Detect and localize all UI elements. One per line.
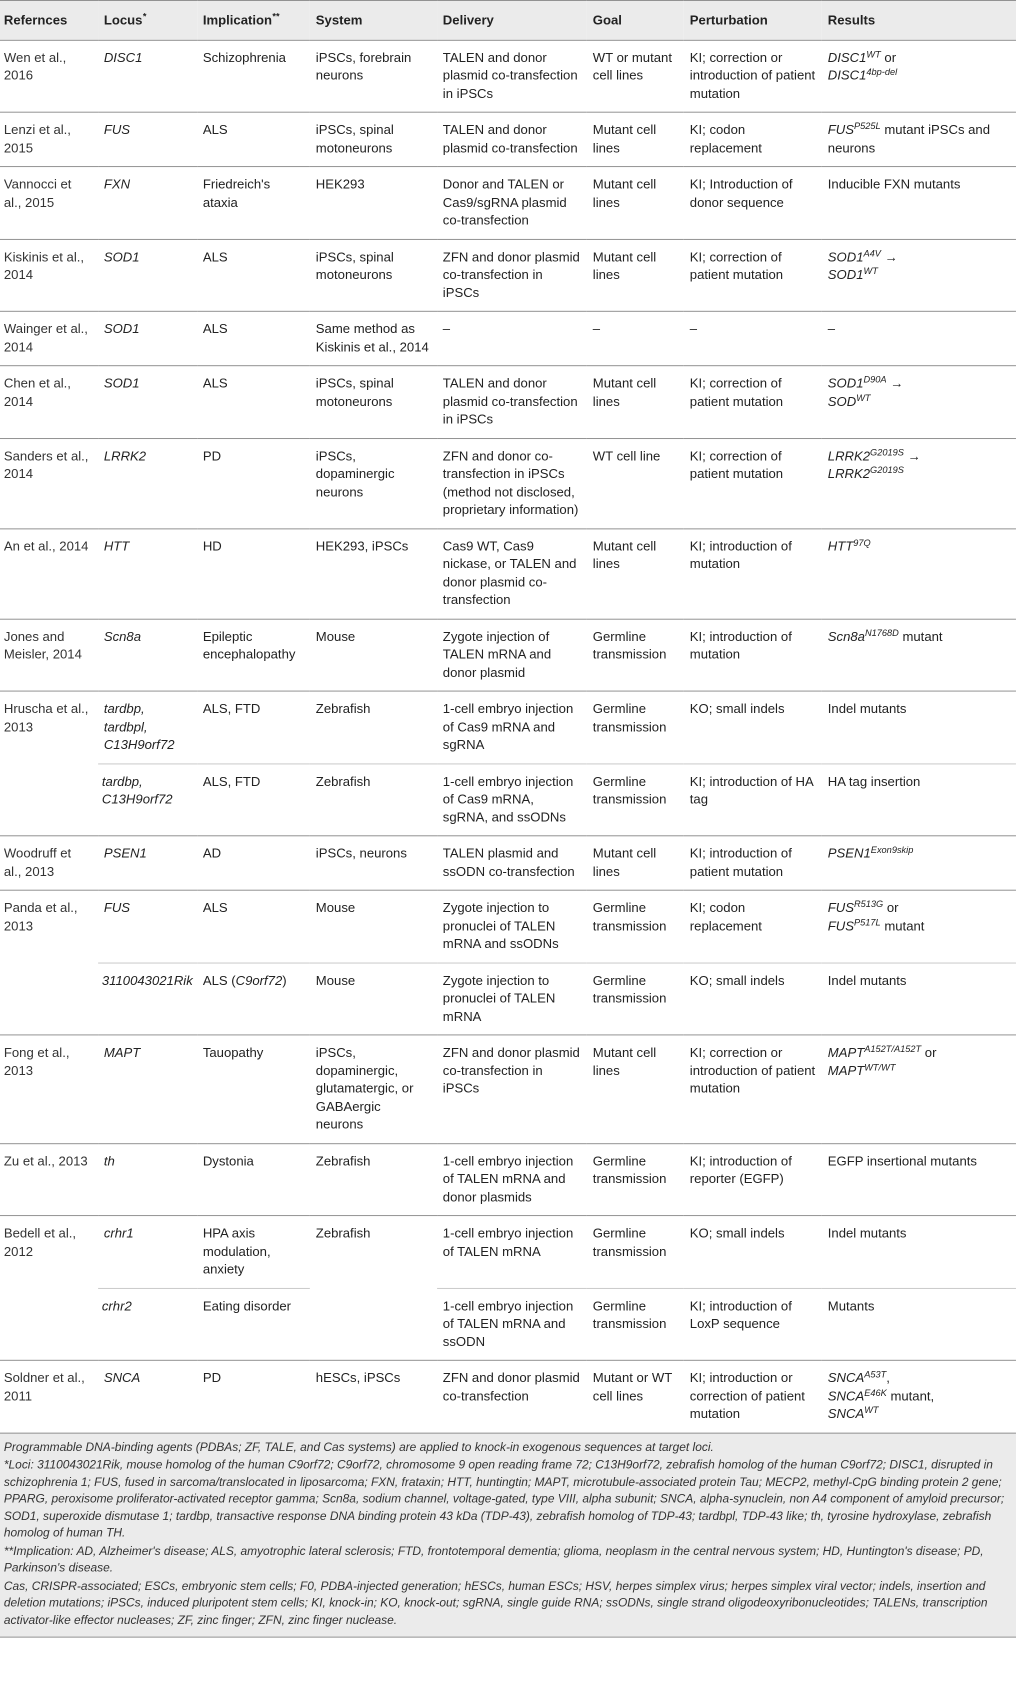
cell-delivery: Zygote injection to pronuclei of TALEN mRNA and ssODNs [437, 890, 587, 962]
table-footnotes [0, 1432, 1016, 1637]
cell-locus: th [98, 1143, 197, 1215]
cell-perturbation: KI; correction or introduction of patient mutation [684, 40, 822, 112]
cell-implication: HPA axis modulation, anxiety [197, 1216, 310, 1288]
cell-goal: Germline transmission [587, 1288, 684, 1360]
col-header-system: System [310, 0, 437, 39]
cell-delivery: TALEN and donor plasmid co-transfection [437, 112, 587, 166]
cell-system: Zebrafish [310, 763, 437, 835]
cell-perturbation: KI; correction of patient mutation [684, 366, 822, 438]
cell-delivery: 1-cell embryo injection of TALEN mRNA and ssODN [437, 1288, 587, 1360]
cell-delivery: ZFN and donor plasmid co-transfection [437, 1360, 587, 1432]
cell-reference: Fong et al., 2013 [0, 1035, 98, 1143]
arrow-icon: → [907, 448, 921, 463]
cell-goal: Mutant cell lines [587, 167, 684, 239]
result-text: mutant, [886, 1388, 935, 1404]
result-gene: FUS [827, 122, 854, 137]
cell-results [822, 366, 1016, 438]
cell-locus: LRRK2 [98, 438, 197, 528]
table-row [0, 836, 1016, 890]
cell-perturbation: KI; introduction of LoxP sequence [684, 1288, 822, 1360]
result-gene: SNCA [827, 1370, 865, 1386]
cell-perturbation: KI; correction of patient mutation [684, 438, 822, 528]
cell-delivery: – [437, 311, 587, 365]
cell-perturbation: KI; codon replacement [684, 112, 822, 166]
cell-goal: WT cell line [587, 438, 684, 528]
result-text: Inducible FXN mutants [827, 176, 961, 192]
cell-system: hESCs, iPSCs [310, 1360, 437, 1432]
cell-locus: SOD1 [98, 366, 197, 438]
cell-results [822, 963, 1016, 1035]
result-text: mutant [898, 628, 943, 644]
result-gene: DISC1 [827, 67, 867, 83]
table-row [0, 40, 1016, 112]
cell-delivery: ZFN and donor plasmid co-transfection in iPSCs [437, 1035, 587, 1143]
result-text: or [921, 1045, 937, 1060]
footnote-loci: *Loci: 3110043021Rik, mouse homolog of the human C9orf72; C9orf72, chromosome 9 open reading frame 72; C13H9orf72, zebrafish homolog of the human C9orf72; DISC1, disrupted in schizophrenia 1; FUS, fused in sarcoma/translocated in liposarcoma; FXN, frataxin; HTT, huntingtin; MAPT, microtubule-associated protein Tau; MECP2, methyl-CpG binding protein 2 gene; PPARG, peroxisome proliferator-activated receptor gamma; Scn8a, sodium channel, voltage-gated, type VIII, alpha subunit; SNCA, alpha-synuclein, non A4 component of amyloid precursor; SOD1, superoxide dismutase 1; tardbp, transactive response DNA binding protein 43 kDa (TDP-43), zebrafish homolog of TDP-43; tardbpl, TDP-43 like; th, tyrosine hydroxylase, zebrafish homolog of human TH. [3, 1457, 1005, 1540]
cell-implication: PD [197, 438, 310, 528]
result-allele: P517L [853, 917, 881, 929]
cell-reference: Jones and Meisler, 2014 [0, 619, 98, 691]
cell-goal: – [587, 311, 684, 365]
cell-goal: Mutant cell lines [587, 836, 684, 890]
table-row [0, 1035, 1016, 1143]
result-gene: MAPT [827, 1045, 865, 1060]
cell-results [822, 239, 1016, 311]
cell-results [822, 836, 1016, 890]
cell-perturbation: KI; introduction or correction of patient mutation [684, 1360, 822, 1432]
cell-results [822, 438, 1016, 528]
result-text: Indel mutants [827, 701, 907, 716]
cell-system: iPSCs, forebrain neurons [310, 40, 437, 112]
result-text: Indel mutants [827, 1225, 907, 1241]
table-row [0, 890, 1016, 962]
result-gene: SOD1 [827, 267, 864, 282]
table-row [0, 1360, 1016, 1432]
cell-results [822, 763, 1016, 835]
cell-system: Same method as Kiskinis et al., 2014 [310, 311, 437, 365]
cell-goal: Mutant cell lines [587, 528, 684, 618]
cell-results [822, 619, 1016, 691]
cell-delivery: Zygote injection to pronuclei of TALEN mRNA [437, 963, 587, 1035]
cell-goal: Germline transmission [587, 963, 684, 1035]
table-row [0, 1143, 1016, 1215]
cell-perturbation: KI; Introduction of donor sequence [684, 167, 822, 239]
result-allele: WT/WT [864, 1062, 896, 1073]
result-allele: N1768D [864, 627, 899, 639]
cell-goal: Mutant cell lines [587, 1035, 684, 1143]
table-row [0, 1288, 1016, 1360]
result-text: EGFP insertional mutants [827, 1153, 977, 1168]
result-allele: A4V [863, 248, 881, 259]
cell-results [822, 1035, 1016, 1143]
result-allele: G2019S [870, 447, 904, 458]
result-text: HA tag insertion [827, 773, 921, 789]
result-text: Indel mutants [827, 972, 907, 988]
cell-results [822, 691, 1016, 763]
result-allele: E46K [864, 1387, 887, 1399]
result-text: mutant [880, 918, 925, 933]
result-gene: FUS [827, 918, 854, 933]
cell-results [822, 311, 1016, 365]
cell-goal: Germline transmission [587, 1143, 684, 1215]
cell-system: Mouse [310, 963, 437, 1035]
table-row [0, 438, 1016, 528]
cell-reference: Woodruff et al., 2013 [0, 836, 98, 890]
cell-implication: PD [197, 1360, 310, 1432]
cell-implication: ALS, FTD [197, 763, 310, 835]
table-row [0, 528, 1016, 618]
cell-delivery: TALEN plasmid and ssODN co-transfection [437, 836, 587, 890]
cell-goal: Mutant cell lines [587, 239, 684, 311]
result-gene: LRRK2 [827, 448, 871, 463]
cell-implication: Friedreich's ataxia [197, 167, 310, 239]
cell-perturbation: KI; introduction of patient mutation [684, 836, 822, 890]
cell-delivery: TALEN and donor plasmid co-transfection in iPSCs [437, 366, 587, 438]
cell-locus: PSEN1 [98, 836, 197, 890]
cell-reference: Vannocci et al., 2015 [0, 167, 98, 239]
cell-implication: ALS (C9orf72) [197, 963, 310, 1035]
col-header-delivery: Delivery [437, 0, 587, 39]
cell-goal: Mutant cell lines [587, 366, 684, 438]
cell-results [822, 528, 1016, 618]
cell-results [822, 1288, 1016, 1360]
cell-delivery: 1-cell embryo injection of TALEN mRNA [437, 1216, 587, 1288]
cell-reference: Kiskinis et al., 2014 [0, 239, 98, 311]
result-allele: WT [866, 49, 881, 60]
cell-implication: ALS [197, 366, 310, 438]
cell-perturbation: KO; small indels [684, 963, 822, 1035]
cell-perturbation: KI; introduction of HA tag [684, 763, 822, 835]
cell-locus: HTT [98, 528, 197, 618]
header-row [0, 0, 1016, 39]
cell-delivery: TALEN and donor plasmid co-transfection in iPSCs [437, 40, 587, 112]
cell-results [822, 1143, 1016, 1215]
result-allele: R513G [853, 899, 884, 911]
cell-delivery: Zygote injection of TALEN mRNA and donor plasmid [437, 619, 587, 691]
cell-system: Mouse [310, 619, 437, 691]
result-allele: 97Q [853, 537, 871, 549]
cell-implication: Eating disorder [197, 1288, 310, 1360]
cell-system: iPSCs, dopaminergic neurons [310, 438, 437, 528]
cell-implication: Schizophrenia [197, 40, 310, 112]
cell-delivery: 1-cell embryo injection of Cas9 mRNA and sgRNA [437, 691, 587, 763]
cell-locus: FUS [98, 112, 197, 166]
result-allele: A53T [864, 1369, 887, 1381]
cell-implication: Epileptic encephalopathy [197, 619, 310, 691]
result-gene: SNCA [827, 1406, 865, 1422]
table-row [0, 619, 1016, 691]
cell-reference: Panda et al., 2013 [0, 890, 98, 1035]
table-row [0, 691, 1016, 763]
cell-delivery: Cas9 WT, Cas9 nickase, or TALEN and donor plasmid co-transfection [437, 528, 587, 618]
cell-results [822, 112, 1016, 166]
cell-reference: Sanders et al., 2014 [0, 438, 98, 528]
cell-system: Zebrafish [310, 691, 437, 763]
cell-reference: Chen et al., 2014 [0, 366, 98, 438]
cell-delivery: Donor and TALEN or Cas9/sgRNA plasmid co-transfection [437, 167, 587, 239]
col-header-implication: Implication** [197, 0, 310, 39]
cell-goal: Germline transmission [587, 619, 684, 691]
footnote-general: Programmable DNA-binding agents (PDBAs; ZF, TALE, and Cas systems) are applied to knock-in exogenous sequences at target loci. [3, 1439, 714, 1454]
result-gene: SOD [827, 393, 857, 409]
arrow-icon: → [890, 375, 904, 391]
cell-reference: An et al., 2014 [0, 528, 98, 618]
result-allele: D90A [863, 374, 887, 386]
cell-system: iPSCs, dopaminergic, glutamatergic, or GABAergic neurons [310, 1035, 437, 1143]
table-row [0, 239, 1016, 311]
cell-locus: SOD1 [98, 239, 197, 311]
col-header-goal: Goal [587, 0, 684, 39]
cell-perturbation: KO; small indels [684, 691, 822, 763]
result-gene: MAPT [827, 1063, 865, 1078]
result-text: or [880, 50, 897, 65]
table-row [0, 366, 1016, 438]
cell-locus: FUS [98, 890, 197, 962]
table-row [0, 167, 1016, 239]
cell-system: iPSCs, spinal motoneurons [310, 239, 437, 311]
cell-perturbation: KI; correction or introduction of patient mutation [684, 1035, 822, 1143]
cell-goal: WT or mutant cell lines [587, 40, 684, 112]
cell-system: iPSCs, spinal motoneurons [310, 366, 437, 438]
footnote-abbreviations: Cas, CRISPR-associated; ESCs, embryonic stem cells; F0, PDBA-injected generation; hESCs, human ESCs; HSV, herpes simplex virus; herpes simplex viral vector; indels, insertion and deletion mutations; iPSCs, induced pluripotent stem cells; KI, knock-in; KO, knock-out; sgRNA, single guide RNA; ssODNs, single strand oligodeoxyribonucleotides; TALENs, transcription activator-like effector nucleases; ZF, zinc finger; ZFN, zinc finger nuclease. [3, 1578, 988, 1627]
result-gene: LRRK2 [827, 466, 871, 481]
result-text: mutant iPSCs and neurons [827, 122, 991, 155]
cell-system: HEK293, iPSCs [310, 528, 437, 618]
cell-perturbation: KI; introduction of reporter (EGFP) [684, 1143, 822, 1215]
cell-locus: SNCA [98, 1360, 197, 1432]
cell-system: Zebrafish [310, 1216, 437, 1361]
result-gene: SNCA [827, 1388, 865, 1404]
cell-perturbation: KI; introduction of mutation [684, 528, 822, 618]
cell-delivery: ZFN and donor plasmid co-transfection in iPSCs [437, 239, 587, 311]
cell-reference: Soldner et al., 2011 [0, 1360, 98, 1432]
cell-goal: Germline transmission [587, 691, 684, 763]
cell-system: Mouse [310, 890, 437, 962]
result-gene: SOD1 [827, 375, 864, 391]
result-gene: PSEN1 [827, 846, 871, 861]
cell-locus: DISC1 [98, 40, 197, 112]
cell-locus: tardbp, tardbpl, C13H9orf72 [98, 691, 197, 763]
cell-implication: Tauopathy [197, 1035, 310, 1143]
result-allele: 4bp-del [866, 67, 898, 78]
cell-locus: FXN [98, 167, 197, 239]
table-row [0, 1216, 1016, 1288]
cell-system: iPSCs, neurons [310, 836, 437, 890]
cell-implication: Dystonia [197, 1143, 310, 1215]
cell-results [822, 890, 1016, 962]
cell-delivery: 1-cell embryo injection of TALEN mRNA and donor plasmids [437, 1143, 587, 1215]
cell-locus: tardbp, C13H9orf72 [98, 763, 197, 835]
result-allele: WT [864, 1405, 879, 1417]
cell-locus: MAPT [98, 1035, 197, 1143]
cell-locus: SOD1 [98, 311, 197, 365]
table-row [0, 963, 1016, 1035]
cell-goal: Germline transmission [587, 763, 684, 835]
cell-reference: Lenzi et al., 2015 [0, 112, 98, 166]
cell-results [822, 1216, 1016, 1288]
cell-results [822, 40, 1016, 112]
col-header-references: Refernces [0, 0, 98, 39]
result-allele: WT [856, 392, 871, 404]
cell-perturbation: KO; small indels [684, 1216, 822, 1288]
cell-implication: ALS [197, 112, 310, 166]
cell-implication: ALS, FTD [197, 691, 310, 763]
cell-reference: Hruscha et al., 2013 [0, 691, 98, 836]
cell-system: iPSCs, spinal motoneurons [310, 112, 437, 166]
cell-implication: HD [197, 528, 310, 618]
col-header-results: Results [822, 0, 1016, 39]
result-gene: FUS [827, 900, 854, 915]
cell-goal: Mutant or WT cell lines [587, 1360, 684, 1432]
cell-goal: Mutant cell lines [587, 112, 684, 166]
cell-locus: 3110043021Rik [98, 963, 197, 1035]
result-gene: Scn8a [827, 628, 865, 644]
arrow-icon: → [884, 249, 898, 264]
cell-implication: AD [197, 836, 310, 890]
cell-perturbation: KI; introduction of mutation [684, 619, 822, 691]
cell-implication: ALS [197, 311, 310, 365]
result-text: Mutants [827, 1298, 875, 1313]
result-allele: P525L [853, 121, 881, 133]
cell-results [822, 167, 1016, 239]
cell-reference: Zu et al., 2013 [0, 1143, 98, 1215]
cell-reference: Wen et al., 2016 [0, 40, 98, 112]
result-allele: Exon9skip [870, 845, 914, 856]
cell-system: HEK293 [310, 167, 437, 239]
cell-delivery: 1-cell embryo injection of Cas9 mRNA, sgRNA, and ssODNs [437, 763, 587, 835]
result-allele: WT [863, 266, 878, 277]
result-text: – [827, 321, 836, 337]
cell-goal: Germline transmission [587, 1216, 684, 1288]
col-header-perturbation: Perturbation [684, 0, 822, 39]
table-row [0, 311, 1016, 365]
cell-perturbation: – [684, 311, 822, 365]
cell-implication: ALS [197, 239, 310, 311]
result-gene: HTT [827, 538, 854, 554]
cell-locus: crhr2 [98, 1288, 197, 1360]
table-row [0, 763, 1016, 835]
cell-results: $SNCA^{A53T}$, $SNCA^{E46K}$ mutant, $SNCA^{WT}$ [822, 1360, 1016, 1432]
result-gene: DISC1 [827, 50, 867, 65]
col-header-locus: Locus* [98, 0, 197, 39]
table-row [0, 112, 1016, 166]
cell-system: Zebrafish [310, 1143, 437, 1215]
result-allele: G2019S [870, 465, 904, 476]
result-text: or [883, 900, 899, 915]
cell-perturbation: KI; codon replacement [684, 890, 822, 962]
result-gene: SOD1 [827, 249, 864, 264]
result-allele: A152T/A152T [864, 1044, 922, 1055]
cell-goal: Germline transmission [587, 890, 684, 962]
footnote-implication: **Implication: AD, Alzheimer's disease; ALS, amyotrophic lateral sclerosis; FTD, frontotemporal dementia; glioma, neoplasm in the central nervous system; HD, Huntington's disease; PD, Parkinson's disease. [3, 1543, 984, 1575]
cell-implication: ALS [197, 890, 310, 962]
cell-reference: Wainger et al., 2014 [0, 311, 98, 365]
cell-delivery: ZFN and donor co-transfection in iPSCs (method not disclosed, proprietary information) [437, 438, 587, 528]
cell-reference: Bedell et al., 2012 [0, 1216, 98, 1361]
cell-perturbation: KI; correction of patient mutation [684, 239, 822, 311]
cell-locus: crhr1 [98, 1216, 197, 1288]
cell-locus: Scn8a [98, 619, 197, 691]
